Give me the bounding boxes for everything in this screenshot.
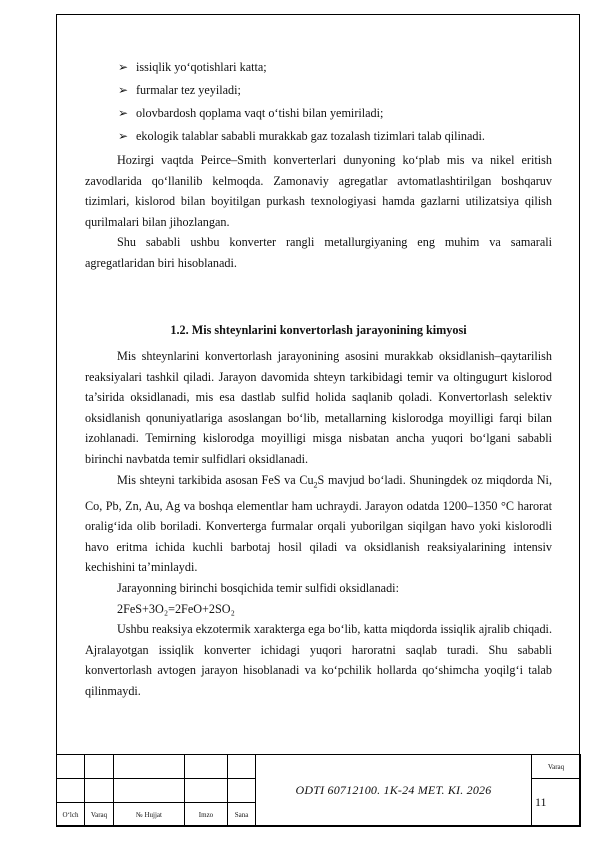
document-code: ODTI 60712100. 1K-24 MET. KI. 2026 xyxy=(256,755,532,827)
bullet-item: ➢ olovbardosh qoplama vaqt o‘tishi bilan yemiriladi; xyxy=(118,103,383,124)
bullet-item: ➢ ekologik talablar sababli murakkab gaz tozalash tizimlari talab qilinadi. xyxy=(118,126,485,147)
arrow-bullet-icon: ➢ xyxy=(118,106,129,120)
arrow-bullet-icon: ➢ xyxy=(118,60,129,74)
arrow-bullet-icon: ➢ xyxy=(118,129,129,143)
body-block-2 xyxy=(85,346,552,702)
paragraph: Mis shteynlarini konvertorlash jarayonining asosini murakkab oksidlanish–qaytarilish reaksiyalari tashkil qiladi. Jarayon davomida shteyn tarkibidagi temir va oltingugurt kislorod ta’sirida oksidlanadi, mis esa dastlab sulfid holida saqlanib qoladi. Konvertorlash selektiv oksidlanish qonuniyatlariga asoslangan bo‘lib, metallarning kislorodga moyilligi farqi bilan izohlanadi. Temirning kislorodga moyilligi misga nisbatan ancha yuqori bo‘lgani sababli birinchi navbatda temir sulfidlari oksidlanadi. xyxy=(85,349,552,466)
paragraph: Mis shteyni tarkibida asosan FeS va $Cu_2S$ mavjud bo‘ladi. Shuningdek oz miqdorda Ni, Co, Pb, Zn, Au, Ag va boshqa elementlar ham uchraydi. Jarayon odatda 1200–1350 °C harorat oralig‘ida olib boriladi. Konverterga furmalar orqali yuborilgan siqilgan havo yoki kislorodli havo eritma ichida kuchli barbotaj hosil qiladi va oksidlanish reaksiyalarining intensiv kechishini ta’minlaydi. xyxy=(85,472,552,575)
col-label: Varaq xyxy=(85,803,114,827)
section-heading: 1.2. Mis shteynlarini konvertorlash jarayonining kimyosi xyxy=(170,323,467,337)
col-label: Sana xyxy=(228,803,256,827)
body-block-1 xyxy=(85,150,552,274)
bullet-item: ➢ furmalar tez yeyiladi; xyxy=(118,80,241,101)
title-block xyxy=(56,754,580,826)
paragraph: Shu sababli ushbu konverter rangli metallurgiyaning eng muhim va samarali agregatlaridan biri hisoblanadi. xyxy=(85,235,552,270)
sheet-label: Varaq xyxy=(532,755,581,779)
paragraph: Jarayonning birinchi bosqichida temir sulfidi oksidlanadi: xyxy=(117,580,399,595)
paragraph: Hozirgi vaqtda Peirce–Smith konverterlari dunyoning ko‘plab mis va nikel eritish zavodlarida qo‘llanilib kelmoqda. Zamonaviy agregatlar avtomatlashtirilgan boshqaruv tizimlari, kislorod bilan boyitilgan purkash texnologiyasi hamda gazlarni utilizatsiya qilish qurilmalari bilan jihozlangan. xyxy=(85,153,552,229)
col-label: № Hujjat xyxy=(114,803,185,827)
equation: 2FeS+3O₂=2FeO+2SO₂ xyxy=(117,601,235,616)
paragraph: Ushbu reaksiya ekzotermik xarakterga ega bo‘lib, katta miqdorda issiqlik ajralib chiqadi. Ajralayotgan issiqlik konverter ichidagi yuqori haroratni saqlab turadi. Shu sababli konvertorlash avtogen jarayon hisoblanadi va ko‘pchilik hollarda qo‘shimcha yoqilg‘i talab qilinmaydi. xyxy=(85,622,552,698)
sheet-number: 11 xyxy=(532,779,581,827)
col-label: O‘lch xyxy=(57,803,85,827)
bullet-item: ➢ issiqlik yo‘qotishlari katta; xyxy=(118,57,267,78)
arrow-bullet-icon: ➢ xyxy=(118,83,129,97)
col-label: Imzo xyxy=(185,803,228,827)
